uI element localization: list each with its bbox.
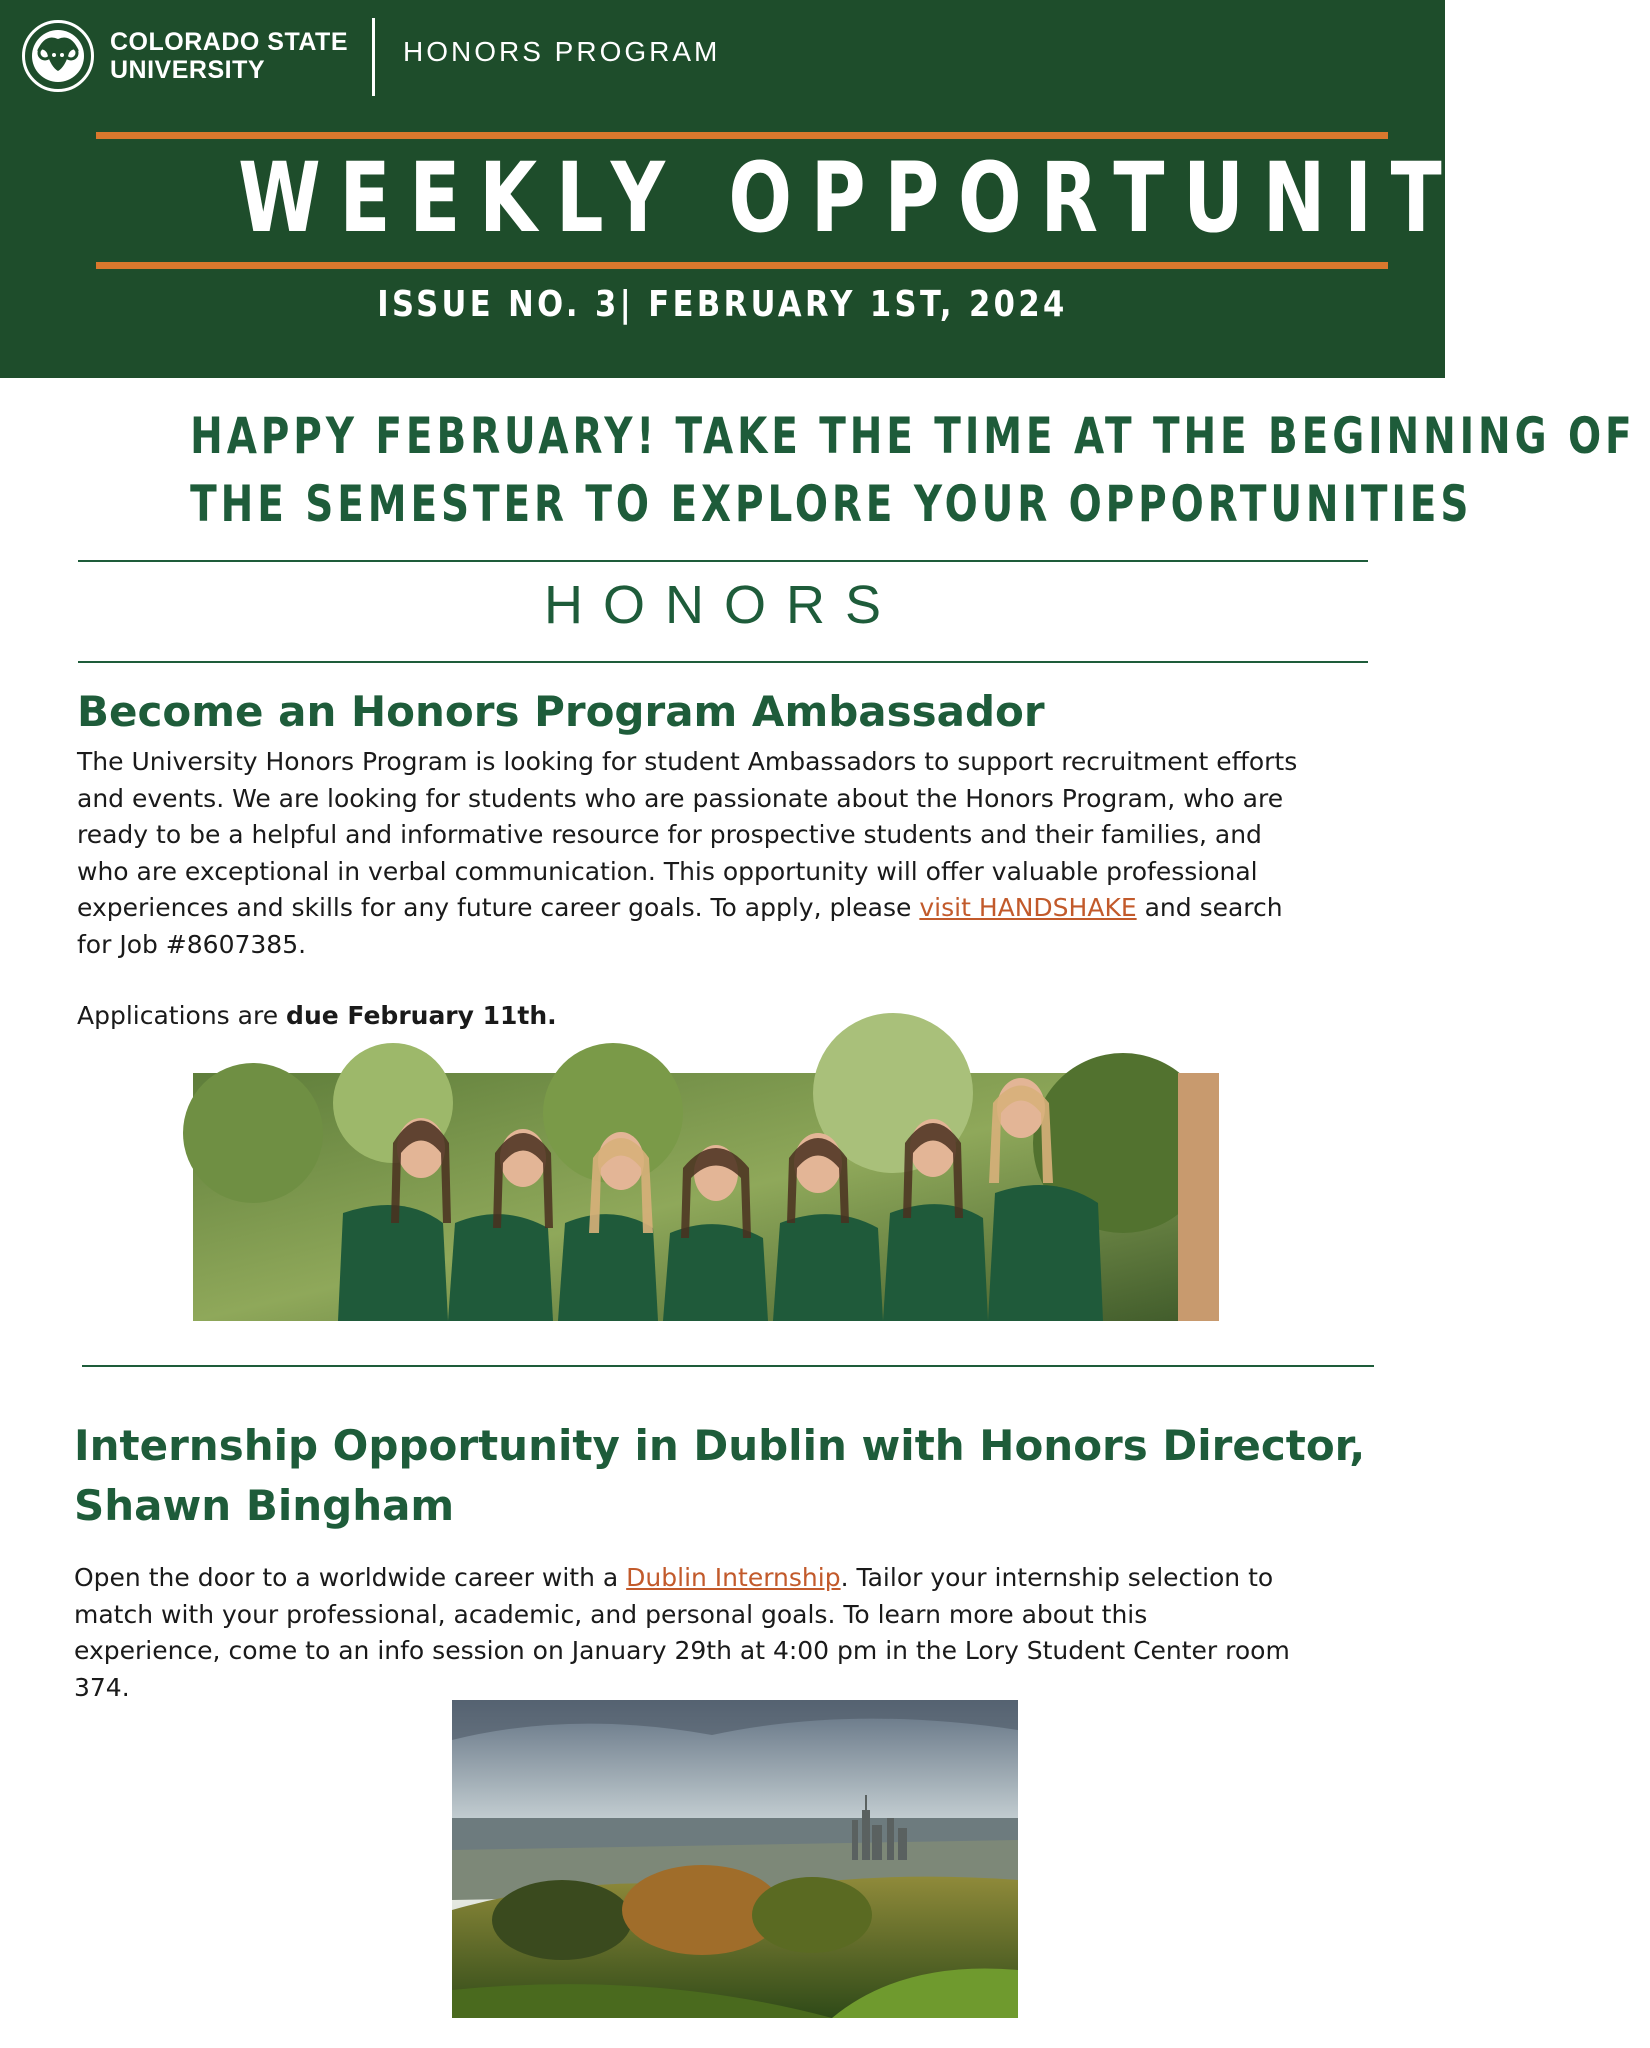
dublin-text-line: experience, come to an info session on January 29th at 4:00 pm in the Lory Student Center room	[74, 1636, 1290, 1665]
title-rule-bottom	[96, 262, 1388, 269]
section-rule-bottom	[78, 661, 1368, 663]
dublin-text-line: 374.	[74, 1672, 130, 1702]
dublin-heading-line1: Internship Opportunity in Dublin with Honors Director,	[74, 1421, 1366, 1470]
dublin-heading-line2: Shawn Bingham	[74, 1481, 455, 1530]
ambassador-text-line: The University Honors Program is looking for student Ambassadors to support recruitment efforts	[77, 747, 1298, 776]
intro-heading	[40, 402, 1636, 538]
ambassador-text-line	[77, 890, 1297, 927]
deadline-text: Applications are	[77, 1001, 287, 1030]
ambassador-heading: Become an Honors Program Ambassador	[77, 687, 1045, 736]
csu-ram-logo-icon	[22, 20, 94, 92]
city-landscape-photo	[452, 1700, 1018, 2018]
dublin-internship-link[interactable]: Dublin Internship	[626, 1563, 841, 1592]
ambassador-text-line: who are exceptional in verbal communication. This opportunity will offer valuable professional	[77, 856, 1258, 886]
handshake-link[interactable]: visit HANDSHAKE	[919, 893, 1137, 922]
ambassador-description	[77, 744, 1297, 963]
section-divider	[82, 1365, 1374, 1367]
program-name: HONORS PROGRAM	[403, 36, 721, 67]
dublin-text-segment: . Tailor your internship selection to	[840, 1563, 1274, 1592]
ambassador-text-line: and events. We are looking for students who are passionate about the Honors Program, who are	[77, 783, 1284, 813]
university-name	[110, 28, 348, 84]
intro-line1: HAPPY FEBRUARY! TAKE THE TIME AT THE BEGINNING OF	[190, 407, 1636, 465]
university-name-line2: UNIVERSITY	[110, 56, 266, 84]
university-name-line1: COLORADO STATE	[110, 28, 349, 56]
ambassador-text-segment: experiences and skills for any future career goals. To apply, please	[77, 893, 920, 922]
ambassadors-group-photo	[193, 1073, 1219, 1321]
newsletter-title: WEEKLY OPPORTUNITIES	[238, 142, 1650, 254]
ambassador-deadline	[77, 998, 557, 1035]
intro-line2: THE SEMESTER TO EXPLORE YOUR OPPORTUNITIES	[190, 475, 1473, 533]
dublin-text-line	[74, 1560, 1290, 1597]
header-divider	[372, 18, 375, 96]
ambassador-text-segment: and search	[1136, 893, 1283, 922]
section-rule-top	[78, 560, 1368, 562]
issue-date: ISSUE NO. 3| FEBRUARY 1ST, 2024	[377, 284, 1068, 325]
newsletter-header	[0, 0, 1650, 378]
dublin-text-line: match with your professional, academic, and personal goals. To learn more about this	[74, 1599, 1148, 1629]
ambassador-text-line: for Job #8607385.	[77, 929, 307, 959]
ambassador-text-line: ready to be a helpful and informative resource for prospective students and their families, and	[77, 820, 1262, 849]
dublin-text-segment: Open the door to a worldwide career with a	[74, 1563, 627, 1592]
deadline-date: due February 11th.	[286, 1001, 557, 1030]
dublin-description	[74, 1560, 1290, 1706]
section-label-honors: HONORS	[543, 575, 901, 635]
